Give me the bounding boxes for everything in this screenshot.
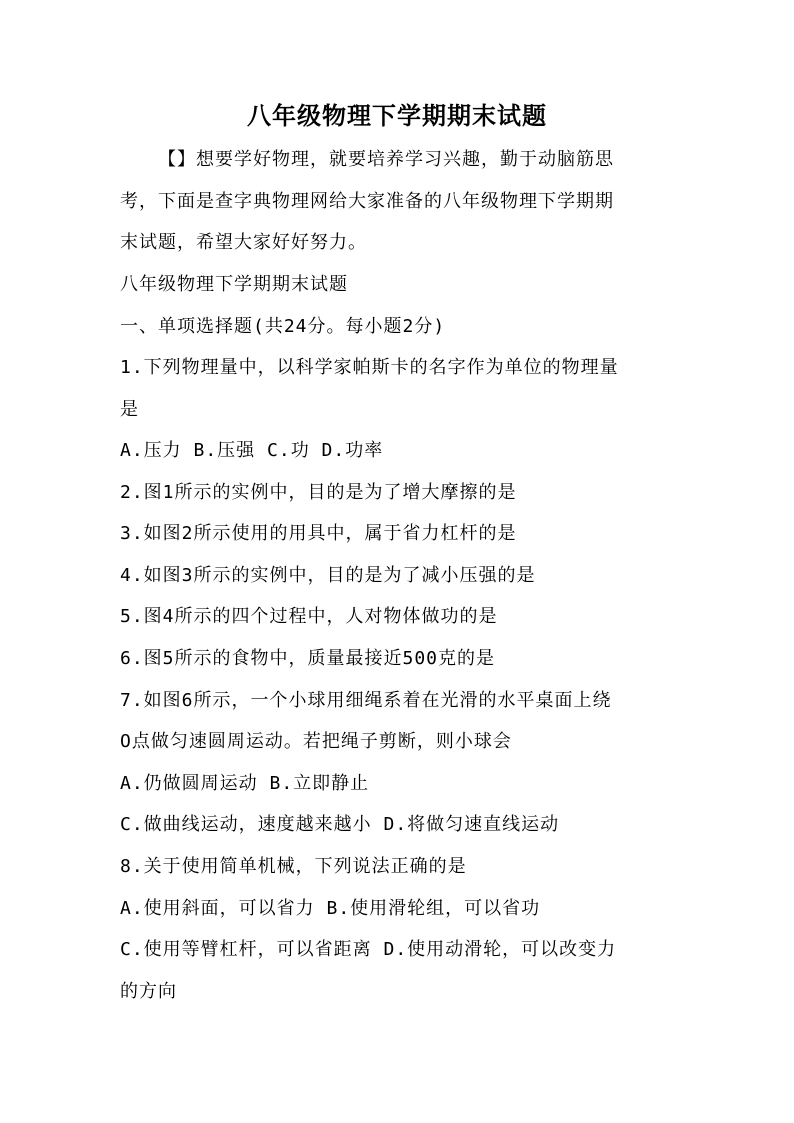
part-heading: 一、单项选择题(共24分。每小题2分) bbox=[120, 316, 446, 337]
question-7-options-ab: A.仍做圆周运动 B.立即静止 bbox=[120, 773, 370, 794]
intro-line-2: 考，下面是查字典物理网给大家准备的八年级物理下学期期 bbox=[120, 191, 614, 212]
section-heading: 八年级物理下学期期末试题 bbox=[120, 274, 348, 295]
question-8-options-cd: C.使用等臂杠杆，可以省距离 D.使用动滑轮，可以改变力 bbox=[120, 939, 617, 960]
question-4: 4.如图3所示的实例中，目的是为了减小压强的是 bbox=[120, 565, 536, 586]
question-1-options: A.压力 B.压强 C.功 D.功率 bbox=[120, 440, 384, 461]
question-1: 1.下列物理量中，以科学家帕斯卡的名字作为单位的物理量 bbox=[120, 357, 619, 378]
question-5: 5.图4所示的四个过程中，人对物体做功的是 bbox=[120, 606, 498, 627]
question-8-options-cont: 的方向 bbox=[120, 981, 177, 1002]
question-7-options-cd: C.做曲线运动，速度越来越小 D.将做匀速直线运动 bbox=[120, 814, 560, 835]
question-8-options-ab: A.使用斜面，可以省力 B.使用滑轮组，可以省功 bbox=[120, 898, 541, 919]
question-6: 6.图5所示的食物中，质量最接近500克的是 bbox=[120, 648, 496, 669]
question-1-cont: 是 bbox=[120, 399, 139, 420]
question-7-cont: O点做匀速圆周运动。若把绳子剪断，则小球会 bbox=[120, 731, 512, 752]
document-title: 八年级物理下学期期末试题 bbox=[247, 101, 547, 130]
question-8: 8.关于使用简单机械，下列说法正确的是 bbox=[120, 856, 467, 877]
question-2: 2.图1所示的实例中，目的是为了增大摩擦的是 bbox=[120, 482, 517, 503]
question-3: 3.如图2所示使用的用具中，属于省力杠杆的是 bbox=[120, 523, 517, 544]
intro-line-3: 末试题，希望大家好好努力。 bbox=[120, 232, 367, 253]
question-7: 7.如图6所示，一个小球用细绳系着在光滑的水平桌面上绕 bbox=[120, 690, 612, 711]
intro-line-1: 【】想要学好物理，就要培养学习兴趣，勤于动脑筋思 bbox=[158, 149, 614, 170]
